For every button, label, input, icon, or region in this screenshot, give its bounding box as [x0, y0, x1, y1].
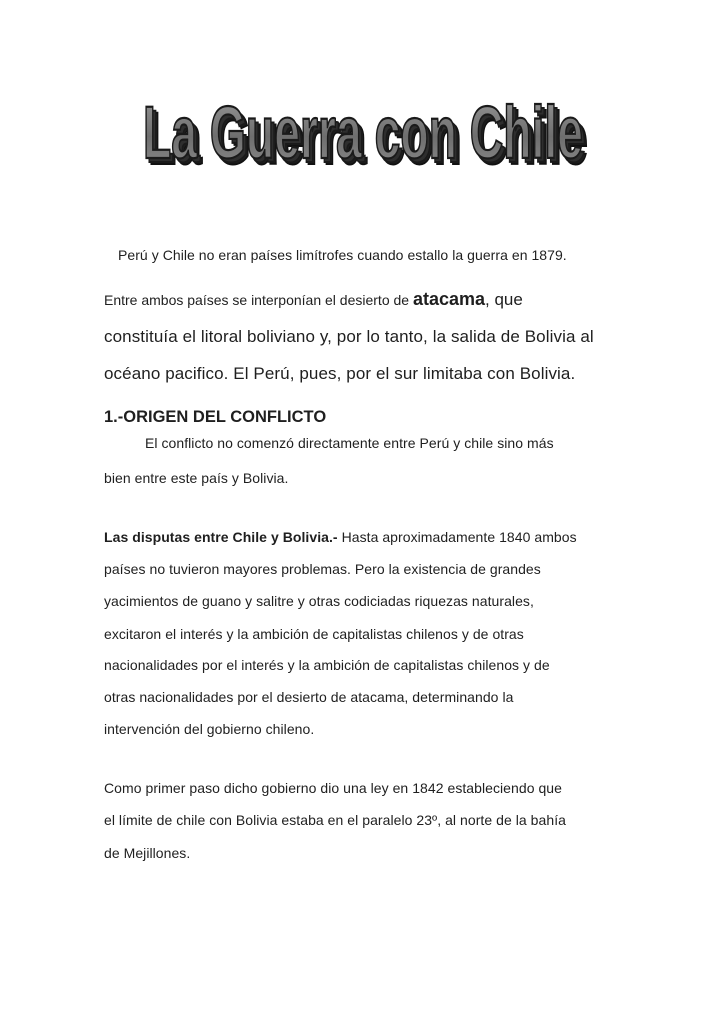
paragraph-1-line-1	[104, 289, 634, 310]
section-3-line-3: de Mejillones.	[104, 845, 191, 861]
section-3-line-1: Como primer paso dicho gobierno dio una ley en 1842 estableciendo que	[104, 780, 562, 796]
p1-prefix: Entre ambos países se interponían el desierto de	[104, 292, 413, 308]
section-2-line-2: países no tuvieron mayores problemas. Pero la existencia de grandes	[104, 561, 541, 577]
section-2-heading: Las disputas entre Chile y Bolivia.-	[104, 529, 338, 545]
p1-emphasis: atacama	[412, 289, 486, 309]
section-heading-origen: 1.-ORIGEN DEL CONFLICTO	[104, 408, 327, 426]
p1-suffix: , que	[485, 290, 523, 309]
wordart-title	[120, 80, 610, 190]
title-face: La Guerra con Chile	[143, 91, 583, 174]
section-1-line-2: bien entre este país y Bolivia.	[104, 470, 289, 486]
wordart-title-graphic	[120, 80, 610, 190]
section-2-line-3: yacimientos de guano y salitre y otras codiciadas riquezas naturales,	[104, 593, 534, 609]
paragraph-1-line-2: constituía el litoral boliviano y, por lo tanto, la salida de Bolivia al	[104, 327, 594, 346]
section-2-line-5: nacionalidades por el interés y la ambición de capitalistas chilenos y de	[104, 657, 550, 673]
section-2-line-7: intervención del gobierno chileno.	[104, 721, 315, 737]
section-2-line-6: otras nacionalidades por el desierto de atacama, determinando la	[104, 689, 514, 705]
section-1-line-1: El conflicto no comenzó directamente entre Perú y chile sino más	[145, 435, 554, 451]
title-shadow: La Guerra con Chile	[146, 95, 586, 178]
title-shadow: La Guerra con Chile	[148, 97, 588, 180]
section-2-line-1-rest: Hasta aproximadamente 1840 ambos	[337, 529, 577, 545]
paragraph-1-line-3: océano pacifico. El Perú, pues, por el sur limitaba con Bolivia.	[104, 364, 576, 383]
section-2-line-1	[104, 529, 634, 545]
intro-line: Perú y Chile no eran países limítrofes cuando estallo la guerra en 1879.	[118, 247, 567, 263]
section-3-line-2: el límite de chile con Bolivia estaba en el paralelo 23º, al norte de la bahía	[104, 812, 566, 828]
section-2-line-4: excitaron el interés y la ambición de capitalistas chilenos y de otras	[104, 626, 524, 642]
